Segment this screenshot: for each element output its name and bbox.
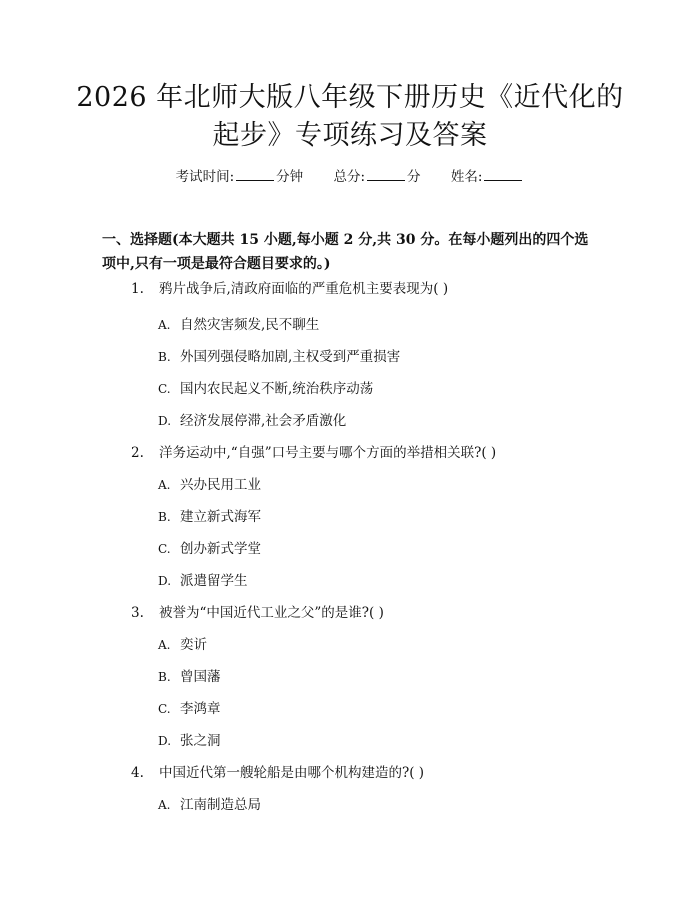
option-letter: A. — [158, 638, 171, 652]
option-letter: B. — [158, 510, 171, 524]
question-3 — [131, 603, 384, 623]
option-letter: A. — [158, 318, 171, 332]
exam-time — [176, 166, 304, 188]
option-1a — [158, 315, 319, 335]
question-number: 1. — [131, 281, 144, 297]
question-text: 洋务运动中,“自强”口号主要与哪个方面的举措相关联?( ) — [159, 445, 497, 461]
page-title-line-1: 2026 年北师大版八年级下册历史《近代化的 — [76, 82, 624, 113]
option-letter: A. — [158, 478, 171, 492]
option-2b — [158, 507, 261, 527]
option-letter: D. — [158, 414, 172, 428]
option-letter: C. — [158, 702, 171, 716]
student-name-blank — [484, 166, 522, 181]
option-2c — [158, 539, 261, 559]
option-3b — [158, 667, 221, 687]
exam-time-label: 考试时间: — [175, 169, 235, 185]
option-text: 外国列强侵略加剧,主权受到严重损害 — [180, 349, 401, 365]
option-1d — [158, 411, 346, 431]
exam-time-unit: 分钟 — [276, 169, 304, 185]
question-text: 鸦片战争后,清政府面临的严重危机主要表现为( ) — [159, 281, 449, 297]
option-1c — [158, 379, 373, 399]
option-text: 张之洞 — [180, 733, 221, 749]
option-letter: C. — [158, 542, 171, 556]
option-letter: B. — [158, 670, 171, 684]
option-text: 经济发展停滞,社会矛盾激化 — [180, 413, 347, 429]
question-text: 中国近代第一艘轮船是由哪个机构建造的?( ) — [159, 765, 425, 781]
option-4a — [158, 795, 261, 815]
option-text: 创办新式学堂 — [180, 541, 261, 557]
option-text: 自然灾害频发,民不聊生 — [180, 317, 320, 333]
option-letter: D. — [158, 574, 172, 588]
student-name — [451, 166, 525, 188]
option-text: 江南制造总局 — [180, 797, 261, 813]
section-heading: 一、选择题(本大题共 15 小题,每小题 2 分,共 30 分。在每小题列出的四个选项中,只有一项是最符合题目要求的。) — [102, 232, 589, 272]
question-number: 4. — [131, 765, 144, 781]
option-text: 奕䜣 — [180, 637, 207, 653]
option-text: 派遣留学生 — [180, 573, 248, 589]
option-letter: A. — [158, 798, 171, 812]
total-score-unit: 分 — [407, 169, 421, 185]
question-4 — [131, 763, 424, 783]
total-score — [333, 166, 420, 188]
option-text: 李鸿章 — [180, 701, 221, 717]
option-letter: B. — [158, 350, 171, 364]
option-2d — [158, 571, 248, 591]
option-3d — [158, 731, 221, 751]
option-text: 兴办民用工业 — [180, 477, 261, 493]
option-3c — [158, 699, 221, 719]
question-1 — [131, 279, 448, 299]
total-score-label: 总分: — [333, 169, 366, 185]
option-letter: D. — [158, 734, 172, 748]
option-letter: C. — [158, 382, 171, 396]
option-text: 曾国藩 — [180, 669, 221, 685]
option-text: 国内农民起义不断,统治秩序动荡 — [180, 381, 374, 397]
exam-time-blank — [236, 166, 274, 181]
exam-info — [0, 166, 700, 188]
option-text: 建立新式海军 — [180, 509, 261, 525]
option-1b — [158, 347, 400, 367]
question-2 — [131, 443, 496, 463]
page-title-line-2: 起步》专项练习及答案 — [212, 120, 488, 151]
total-score-blank — [367, 166, 405, 181]
option-2a — [158, 475, 261, 495]
option-3a — [158, 635, 207, 655]
student-name-label: 姓名: — [450, 169, 483, 185]
question-text: 被誉为“中国近代工业之父”的是谁?( ) — [159, 605, 384, 621]
question-number: 3. — [131, 605, 144, 621]
question-number: 2. — [131, 445, 144, 461]
